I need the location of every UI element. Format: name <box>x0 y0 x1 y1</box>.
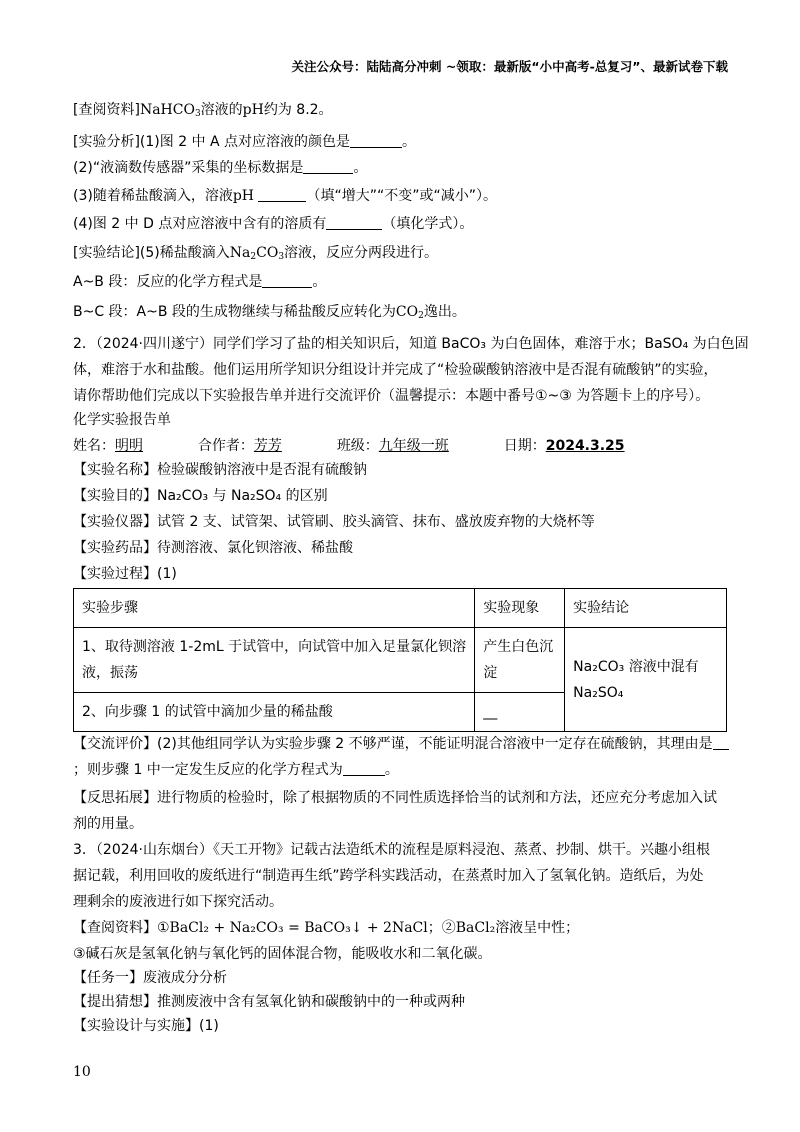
reflect-line-1: 【反思拓展】进行物质的检验时，除了根据物质的不同性质选择恰当的试剂和方法，还应充分考虑加入试 <box>73 790 717 806</box>
table-header-cell: 实验现象 <box>475 589 565 628</box>
table-cell-blank[interactable]: __ <box>475 693 565 732</box>
report-info-row: 姓名：明明 合作者：芳芳 班级：九年级一班 日期：2024.3.25 <box>73 438 625 454</box>
table-cell-conclusion: Na₂CO₃ 溶液中混有 Na₂SO₄ <box>565 628 727 732</box>
table-header-cell: 实验结论 <box>565 589 727 628</box>
hypothesis: 【提出猜想】推测废液中含有氢氧化钠和碳酸钠中的一种或两种 <box>73 994 465 1010</box>
table-header-cell: 实验步骤 <box>74 589 475 628</box>
page-number: 10 <box>73 1064 91 1080</box>
q1-analysis-1: [实验分析](1)图 2 中 A 点对应溶液的颜色是 。 <box>73 134 417 150</box>
name-value: 明明 <box>115 438 143 454</box>
answer-blank[interactable] <box>713 735 729 750</box>
q1-analysis-3: (3)随着稀盐酸滴入，溶液pH （填“增大”“不变”或“减小”）。 <box>73 188 497 204</box>
answer-blank[interactable] <box>258 187 306 202</box>
answer-blank[interactable] <box>262 273 312 288</box>
q1-bc-segment: B~C 段：A~B 段的生成物继续与稀盐酸反应转化为$CO_2$逸出。 <box>73 304 466 321</box>
exp-goal: 【实验目的】Na₂CO₃ 与 Na₂SO₄ 的区别 <box>73 488 328 504</box>
table-cell: 2、向步骤 1 的试管中滴加少量的稀盐酸 <box>74 693 475 732</box>
q2-stem-line-2: 体，难溶于水和盐酸。他们运用所学知识分组设计并完成了“检验碳酸钠溶液中是否混有硫酸钠”的实验， <box>73 362 718 378</box>
table-header-row <box>74 589 727 628</box>
q3-reference: 【查阅资料】①BaCl₂ + Na₂CO₃ = BaCO₃↓ + 2NaCl；②BaCl₂溶液呈中性； <box>73 920 580 936</box>
table-cell: 1、取待测溶液 1-2mL 于试管中，向试管中加入足量氯化钡溶 液，振荡 <box>74 628 475 693</box>
q1-analysis-4: (4)图 2 中 D 点对应溶液中含有的溶质有 （填化学式）。 <box>73 216 474 232</box>
design: 【实验设计与实施】(1) <box>73 1018 219 1034</box>
exp-instruments: 【实验仪器】试管 2 支、试管架、试管刷、胶头滴管、抹布、盛放废弃物的大烧杯等 <box>73 514 595 530</box>
q1-analysis-2: (2)“液滴数传感器”采集的坐标数据是 。 <box>73 160 368 176</box>
experiment-table <box>73 588 727 732</box>
task-one: 【任务一】废液成分分析 <box>73 970 227 986</box>
answer-blank[interactable] <box>350 133 402 148</box>
answer-blank[interactable] <box>303 159 353 174</box>
eval-line-1: 【交流评价】(2)其他组同学认为实验步骤 2 不够严谨，不能证明混合溶液中一定存在硫酸钠，其理由是 <box>73 734 729 754</box>
class-value: 九年级一班 <box>378 438 449 454</box>
partner-value: 芳芳 <box>253 438 282 454</box>
q2-stem-line-1: 2．（2024·四川遂宁）同学们学习了盐的相关知识后，知道 BaCO₃ 为白色固体，难溶于水；BaSO₄ 为白色固 <box>73 336 749 352</box>
exp-process: 【实验过程】(1) <box>73 566 177 582</box>
q1-reference: [查阅资料]NaHCO$_3$溶液的pH约为 8.2。 <box>73 102 333 119</box>
q1-conclusion: [实验结论](5)稀盐酸滴入$Na_2CO_3$溶液，反应分两段进行。 <box>73 245 439 262</box>
table-row <box>74 628 727 693</box>
q3-reference-3: ③碱石灰是氢氧化钠与氧化钙的固体混合物，能吸收水和二氧化碳。 <box>73 946 492 962</box>
report-title: 化学实验报告单 <box>73 412 171 428</box>
exp-name: 【实验名称】检验碳酸钠溶液中是否混有硫酸钠 <box>73 462 367 478</box>
page-header: 关注公众号：陆陆高分冲刺 ~领取：最新版“小中高考-总复习”、最新试卷下载 <box>291 59 728 74</box>
q2-stem-line-3: 请你帮助他们完成以下实验报告单并进行交流评价（温馨提示：本题中番号①~③ 为答题卡上的序号）。 <box>73 388 710 404</box>
reflect-line-2: 剂的用量。 <box>73 816 143 832</box>
exp-reagents: 【实验药品】待测溶液、氯化钡溶液、稀盐酸 <box>73 540 353 556</box>
answer-blank[interactable] <box>343 761 385 776</box>
q3-stem-line-2: 据记载，利用回收的废纸进行“制造再生纸”跨学科实践活动，在蒸煮时加入了氢氧化钠。造纸后，为处 <box>73 868 704 884</box>
table-cell: 产生白色沉 淀 <box>475 628 565 693</box>
q3-stem-line-1: 3．（2024·山东烟台）《天工开物》记载古法造纸术的流程是原料浸泡、蒸煮、抄制、烘干。兴趣小组根 <box>73 842 710 858</box>
eval-line-2: ；则步骤 1 中一定发生反应的化学方程式为 。 <box>73 762 399 778</box>
answer-blank[interactable] <box>326 215 382 230</box>
q3-stem-line-3: 理剩余的废液进行如下探究活动。 <box>73 894 283 910</box>
date-value: 2024.3.25 <box>545 438 625 454</box>
q1-ab-segment: A~B 段：反应的化学方程式是 。 <box>73 274 327 290</box>
